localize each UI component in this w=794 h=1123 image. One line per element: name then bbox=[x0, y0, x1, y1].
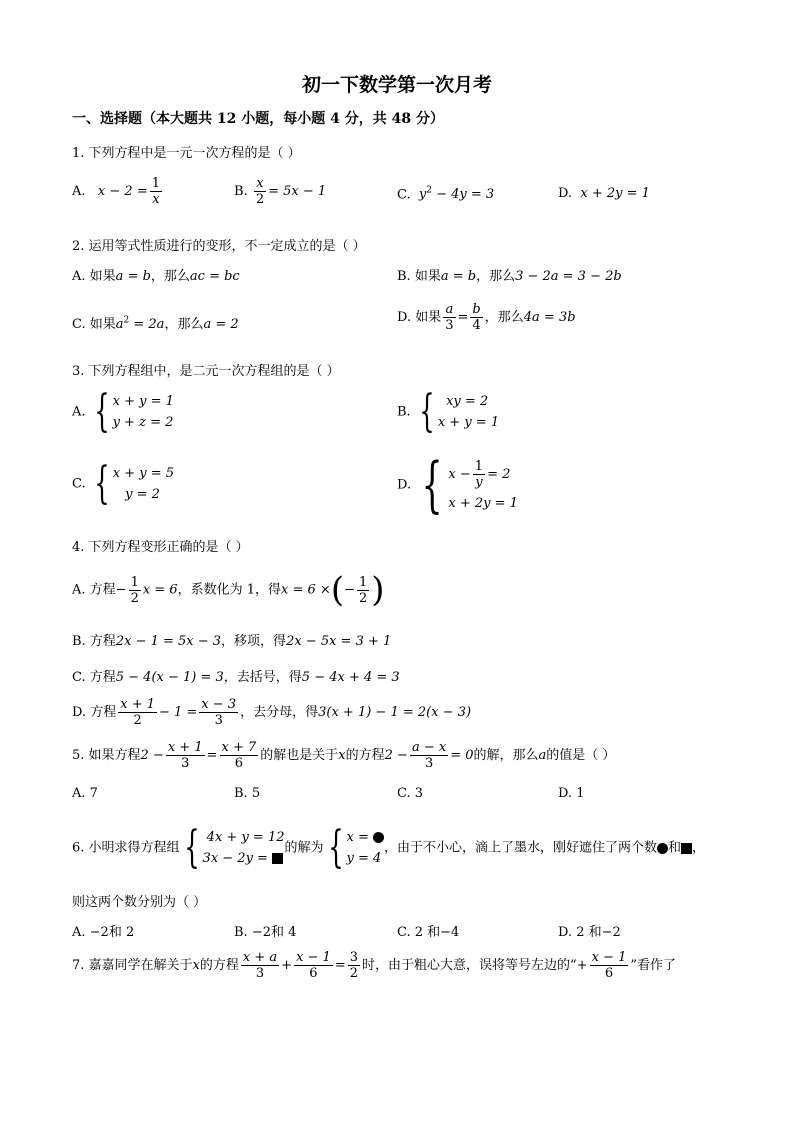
q6-option-b: B. −2和 4 bbox=[234, 925, 297, 940]
page-title: 初一下数学第一次月考 bbox=[301, 74, 492, 96]
question-2-stem: 2. 运用等式性质进行的变形，不一定成立的是（ ） bbox=[72, 239, 366, 254]
q4-option-a: A. 方程− $\frac{1}{2}$ x = 6，系数化为 1，得x = 6 ×(− $\frac{1}{2}$ ) bbox=[72, 570, 385, 610]
q1-option-d: D. x + 2y = 1 bbox=[558, 186, 650, 201]
section-heading: 一、选择题（本大题共 12 小题，每小题 4 分，共 48 分） bbox=[72, 111, 444, 127]
ink-circle-icon bbox=[373, 832, 384, 843]
q2-option-c: C. 如果$a^2 = 2a$，那么a = 2 bbox=[72, 315, 239, 332]
ink-square-icon bbox=[272, 853, 283, 864]
question-6-stem: 6. 小明求得方程组 { 4x + y = 12 3x − 2y = 的解为 { x = y = 4 ，由于不小心，滴上了墨水，刚好遮住了两个数 和 ， bbox=[72, 822, 706, 873]
q5-option-a: A. 7 bbox=[72, 786, 98, 801]
q4-option-d: D. 方程 $\frac{x + 1}{2}$ − 1 = $\frac{x - 3}{3}$ ，去分母，得3(x + 1) − 1 = 2(x − 3) bbox=[72, 697, 472, 728]
q5-option-b: B. 5 bbox=[234, 786, 261, 801]
q4-option-c: C. 方程5 − 4(x − 1) = 3，去括号，得5 − 4x + 4 = 3 bbox=[72, 670, 400, 685]
q2-option-b: B. 如果a = b，那么3 − 2a = 3 − 2b bbox=[397, 269, 622, 284]
q5-option-d: D. 1 bbox=[558, 786, 585, 801]
ink-square-icon-inline bbox=[681, 843, 692, 854]
ink-circle-icon-inline bbox=[657, 843, 668, 854]
q4-option-b: B. 方程2x − 1 = 5x − 3，移项，得2x − 5x = 3 + 1 bbox=[72, 634, 392, 649]
question-3-stem: 3. 下列方程组中，是二元一次方程组的是（ ） bbox=[72, 364, 340, 379]
q3-option-a: A. { x + y = 1 y + z = 2 bbox=[72, 386, 174, 437]
question-5-stem: 5. 如果方程2 − $\frac{x + 1}{3}$ = $\frac{x + 7}{6}$ 的解也是关于x的方程2 − $\frac{a - x}{3}$ = 0的解，那么a的值是（ ） bbox=[72, 740, 616, 771]
question-6-line2: 则这两个数分别为（ ） bbox=[72, 895, 207, 910]
q1-option-c: C. $y^2 - 4y = 3$ bbox=[397, 186, 495, 203]
q6-option-c: C. 2 和−4 bbox=[397, 925, 460, 940]
q3-option-d: D. { x − $\frac{1}{y}$ = 2 x + 2y = 1 bbox=[397, 450, 518, 520]
q1-option-b: B. $\frac{x}{2}$ = 5x − 1 bbox=[234, 176, 327, 207]
q1-option-a: A. x − 2 = $\frac{1}{x}$ bbox=[72, 176, 161, 207]
question-1-stem: 1. 下列方程中是一元一次方程的是（ ） bbox=[72, 146, 301, 161]
q2-option-a: A. 如果a = b，那么ac = bc bbox=[72, 269, 240, 284]
question-4-stem: 4. 下列方程变形正确的是（ ） bbox=[72, 540, 249, 555]
q3-option-b: B. { xy = 2 x + y = 1 bbox=[397, 386, 500, 437]
q3-option-c: C. { x + y = 5 y = 2 bbox=[72, 458, 175, 509]
q6-option-d: D. 2 和−2 bbox=[558, 925, 621, 940]
question-7-stem: 7. 嘉嘉同学在解关于x的方程 $\frac{x + a}{3}$ + $\frac{x - 1}{6}$ = $\frac{3}{2}$ 时，由于粗心大意，误将等号左边的“+ $\frac{x - 1}{6}$ ”看作了 bbox=[72, 950, 676, 981]
q5-option-c: C. 3 bbox=[397, 786, 424, 801]
q2-option-d: D. 如果 $\frac{a}{3}$ = $\frac{b}{4}$ ，那么4a = 3b bbox=[397, 302, 576, 333]
q6-option-a: A. −2和 2 bbox=[72, 925, 135, 940]
